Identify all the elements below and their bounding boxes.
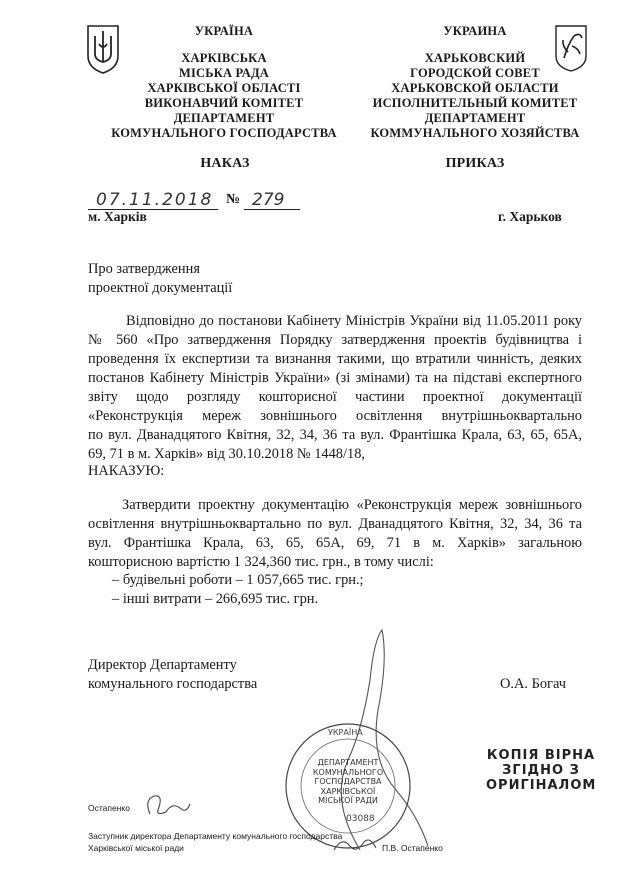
signatory-title-line: комунального господарства bbox=[88, 676, 258, 692]
date-number-line bbox=[88, 190, 298, 210]
header-left-line: КОМУНАЛЬНОГО ГОСПОДАРСТВА bbox=[111, 126, 337, 140]
subject-line: Про затвердження bbox=[88, 261, 200, 277]
header-left-country: УКРАЇНА bbox=[194, 24, 254, 38]
copy-stamp-line: КОПІЯ ВІРНА bbox=[486, 748, 596, 763]
paragraph-line: проведення їх експертизи та визнання такими, що втратили чинність, деяких bbox=[88, 351, 582, 367]
header-left-line: ВИКОНАВЧИЙ КОМІТЕТ bbox=[144, 96, 304, 110]
paragraph-line: № 560 «Про затвердження Порядку затвердження проектів будівництва і bbox=[88, 332, 582, 348]
copy-stamp-line: ЗГІДНО З bbox=[502, 763, 580, 778]
paragraph-line: Відповідно до постанови Кабінету Міністрів України від 11.05.2011 року bbox=[126, 313, 582, 329]
stamp-code: 03088 bbox=[346, 814, 375, 824]
header-right bbox=[350, 24, 600, 141]
header-right-line: ДЕПАРТАМЕНТ bbox=[424, 111, 526, 125]
list-item-text: будівельні роботи – 1 057,665 тис. грн.; bbox=[122, 572, 364, 588]
subject-line: проектної документації bbox=[88, 280, 233, 296]
list-item bbox=[112, 571, 364, 590]
city-left: м. Харків bbox=[88, 209, 147, 224]
paragraph-2 bbox=[88, 496, 582, 572]
stamp-line: ДЕПАРТАМЕНТ bbox=[317, 758, 379, 767]
stamp-line: КОМУНАЛЬНОГО bbox=[312, 767, 384, 777]
stamp-top-text: УКРАЇНА bbox=[328, 728, 363, 737]
paragraph-line: освітлення внутрішньоквартально по вул. Дванадцятого Квітня, 32, 34, 36 та bbox=[88, 516, 582, 532]
paragraph-line: постанов Кабінету Міністрів України» (зі змінами) та на підставі експертного bbox=[88, 370, 582, 386]
dash-bullet: – bbox=[112, 591, 120, 607]
certified-copy-stamp bbox=[486, 748, 596, 793]
number-sign: № bbox=[226, 192, 241, 207]
order-date: 07.11.2018 bbox=[96, 190, 214, 210]
stamp-line: ХАРКІВСЬКОЇ bbox=[320, 786, 376, 796]
order-title-right: ПРИКАЗ bbox=[445, 156, 505, 171]
header-left-line: МІСЬКА РАДА bbox=[178, 66, 270, 80]
order-title-left: НАКАЗ bbox=[200, 156, 250, 171]
paragraph-1 bbox=[88, 312, 582, 464]
signatory-name: О.А. Богач bbox=[500, 676, 566, 692]
city-right: г. Харьков bbox=[498, 209, 562, 224]
paragraph-line: вул. Франтішка Крала, 63, 65, 65А, 69, 71 в м. Харків» загальною bbox=[88, 535, 582, 551]
stamp-line: ГОСПОДАРСТВА bbox=[314, 777, 382, 786]
deputy-position-line: Харківської міської ради bbox=[88, 843, 184, 853]
paragraph-line: Затвердити проектну документацію «Реконструкція мереж зовнішнього bbox=[122, 497, 582, 513]
signatory-title bbox=[88, 656, 257, 694]
deputy-position bbox=[88, 830, 342, 854]
cost-list bbox=[112, 571, 364, 609]
subject bbox=[88, 260, 232, 298]
copy-stamp-line: ОРИГІНАЛОМ bbox=[486, 778, 597, 793]
initials-signature bbox=[142, 790, 192, 820]
dash-bullet: – bbox=[112, 572, 120, 588]
list-item bbox=[112, 590, 364, 609]
header-right-line: ГОРОДСКОЙ СОВЕТ bbox=[410, 66, 540, 80]
order-word: НАКАЗУЮ: bbox=[88, 463, 165, 479]
header-right-line: ХАРЬКОВСКОЙ ОБЛАСТИ bbox=[391, 81, 559, 95]
paragraph-line: 69, 71 в м. Харків» від 30.10.2018 № 1448/18, bbox=[88, 446, 365, 462]
deputy-name: П.В. Остапенко bbox=[382, 843, 443, 853]
paragraph-line: по вул. Дванадцятого Квітня, 32, 34, 36 та вул. Франтішка Крала, 63, 65, 65А, bbox=[88, 427, 582, 443]
signatory-title-line: Директор Департаменту bbox=[88, 657, 237, 673]
list-item-text: інші витрати – 266,695 тис. грн. bbox=[122, 591, 319, 607]
initials-label: Остапенко bbox=[88, 803, 130, 813]
header-right-country: УКРАИНА bbox=[443, 24, 507, 38]
header-right-line: ИСПОЛНИТЕЛЬНЫЙ КОМИТЕТ bbox=[372, 96, 578, 110]
deputy-signature bbox=[330, 832, 380, 856]
stamp-center-text bbox=[302, 758, 394, 806]
number-underline bbox=[244, 209, 300, 210]
stamp-line: МІСЬКОЇ РАДИ bbox=[318, 796, 378, 805]
header-left-line: ХАРКІВСЬКА bbox=[181, 51, 267, 65]
deputy-position-line: Заступник директора Департаменту комунального господарства bbox=[88, 831, 343, 841]
paragraph-line: звіту щодо розгляду кошторисної частини проектної документації bbox=[88, 389, 582, 405]
header-right-line: КОММУНАЛЬНОГО ХОЗЯЙСТВА bbox=[370, 126, 580, 140]
header-left-line: ХАРКІВСЬКОЇ ОБЛАСТІ bbox=[147, 81, 301, 95]
paragraph-line: кошторисною вартістю 1 324,360 тис. грн., в тому числі: bbox=[88, 554, 434, 570]
paragraph-line: «Реконструкція мереж зовнішнього освітлення внутрішньоквартально bbox=[88, 408, 582, 424]
header-right-line: ХАРЬКОВСКИЙ bbox=[424, 51, 526, 65]
header-left-line: ДЕПАРТАМЕНТ bbox=[173, 111, 275, 125]
header-left bbox=[104, 24, 344, 141]
order-number: 279 bbox=[252, 190, 285, 210]
